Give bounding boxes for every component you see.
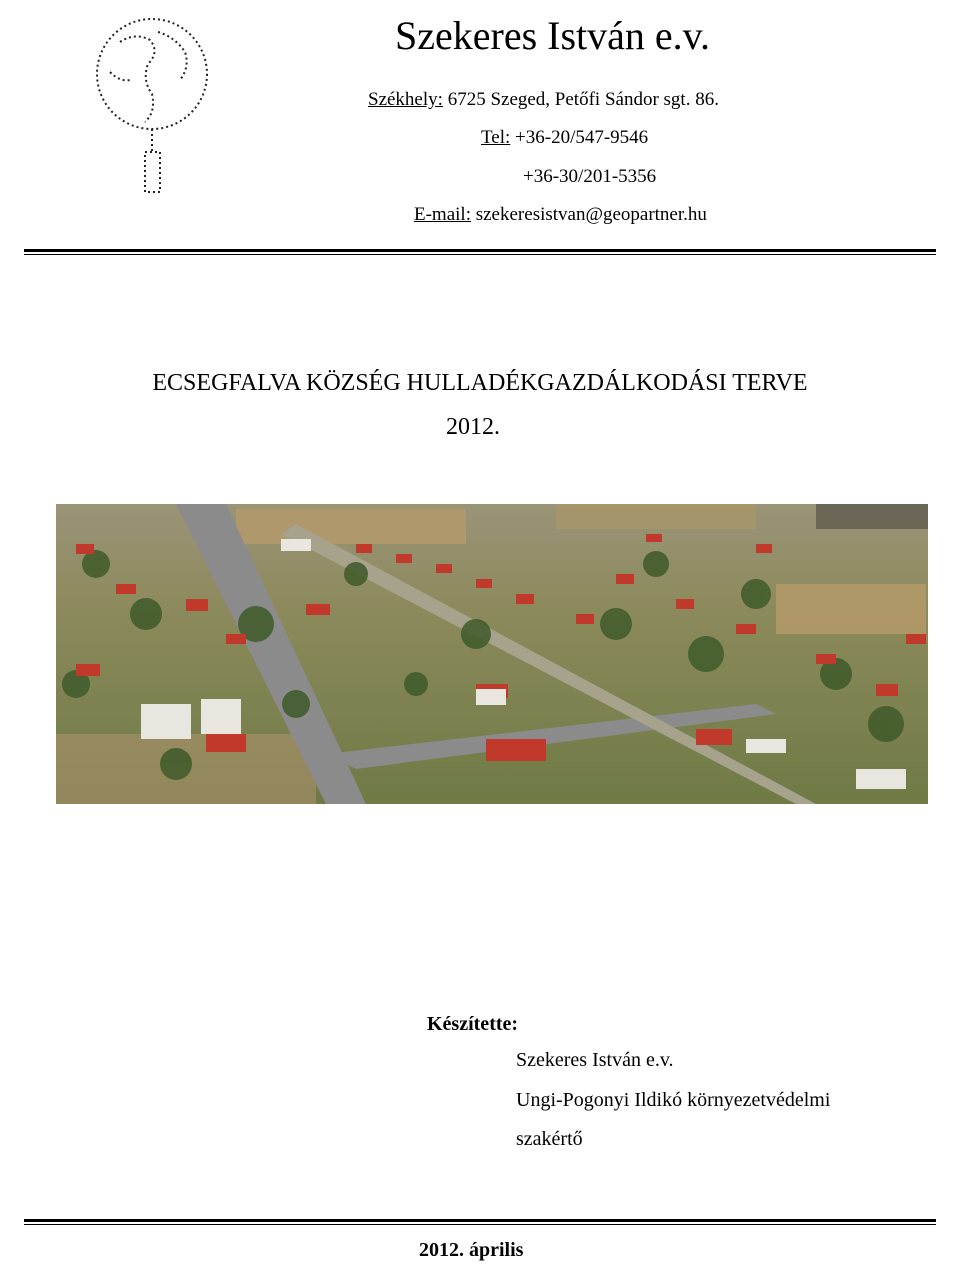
- village-aerial-photo: [56, 504, 928, 804]
- email-value: szekeresistvan@geopartner.hu: [470, 204, 707, 225]
- document-year: 2012.: [446, 414, 500, 440]
- prepared-by-label: Készítette:: [427, 1013, 519, 1035]
- phone-line-1: [481, 127, 648, 149]
- email-label: E-mail:: [414, 204, 471, 225]
- email-line: [414, 204, 707, 226]
- phone-value-2: +36-30/201-5356: [523, 166, 657, 187]
- company-name: Szekeres István e.v.: [395, 13, 711, 58]
- document-title: ECSEGFALVA KÖZSÉG HULLADÉKGAZDÁLKODÁSI TERVE: [152, 370, 808, 396]
- author-expert: Ungi-Pogonyi Ildikó környezetvédelmi: [516, 1089, 831, 1111]
- author-expert-title: szakértő: [516, 1128, 583, 1150]
- phone-label: Tel:: [481, 127, 511, 148]
- globe-logo-icon: [90, 2, 215, 197]
- footer-divider: [24, 1219, 936, 1225]
- author-company: Szekeres István e.v.: [516, 1049, 674, 1071]
- address-label: Székhely:: [368, 89, 443, 110]
- header-divider: [24, 249, 936, 255]
- phone-value-1: +36-20/547-9546: [510, 127, 649, 148]
- document-date: 2012. április: [419, 1239, 524, 1261]
- address-line: [368, 89, 719, 111]
- address-value: 6725 Szeged, Petőfi Sándor sgt. 86.: [442, 89, 719, 110]
